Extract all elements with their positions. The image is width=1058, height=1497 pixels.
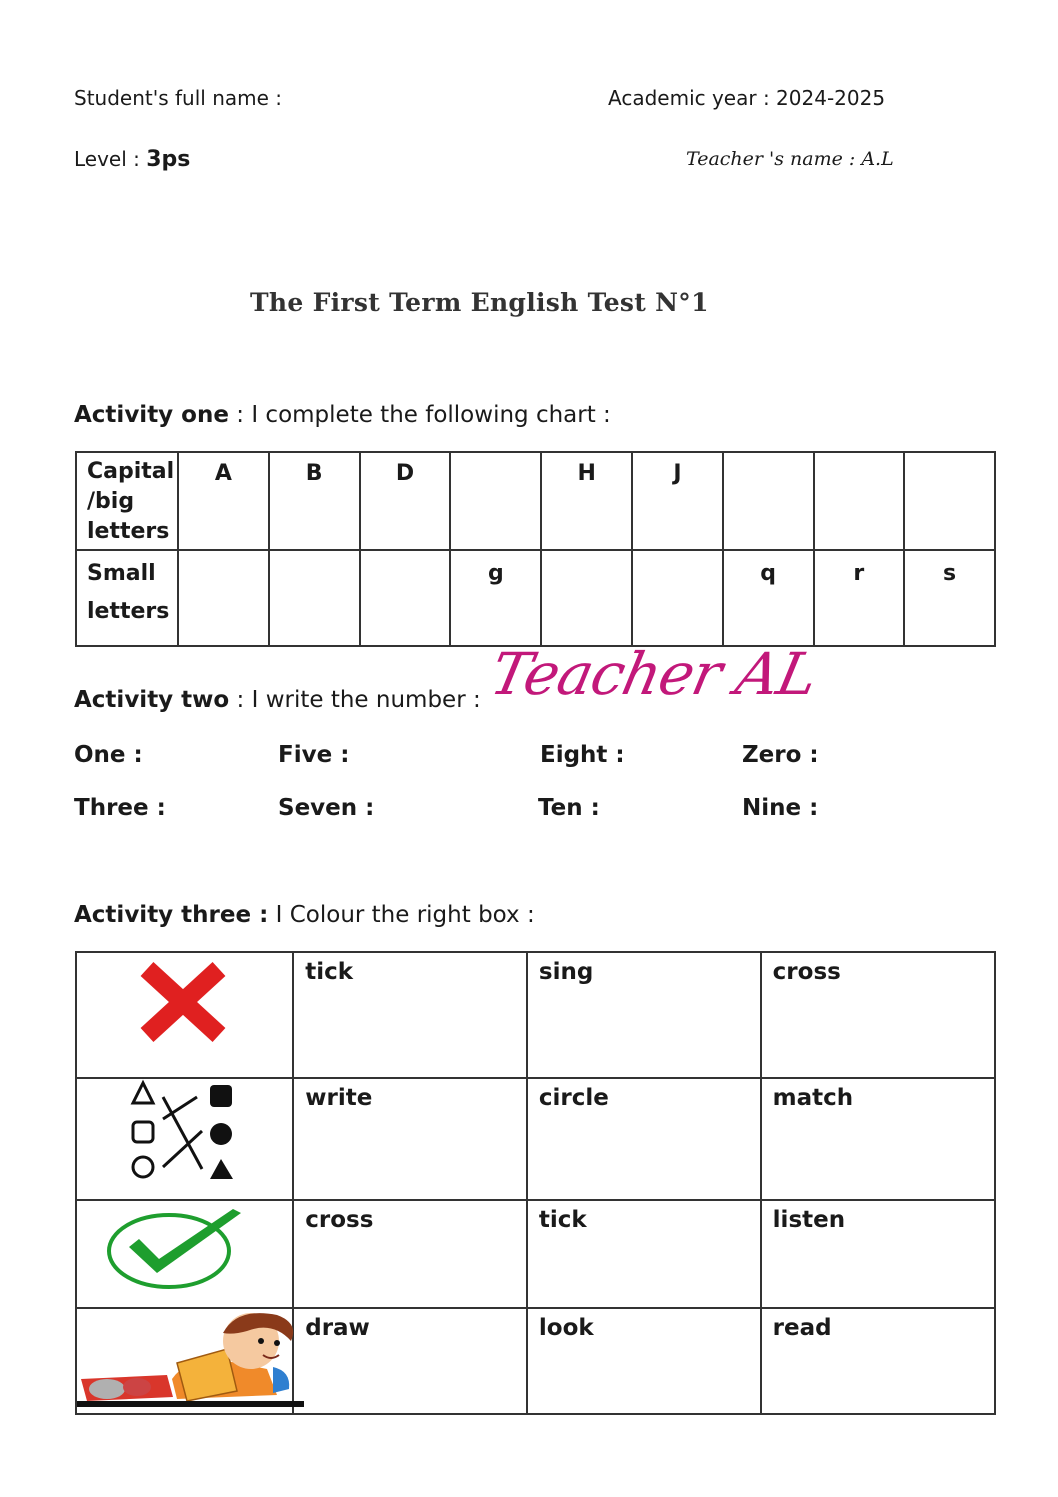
colour-box-table <box>75 951 996 1415</box>
picture-cell <box>76 1308 293 1414</box>
small-cell[interactable]: q <box>723 550 814 646</box>
level-label: Level : <box>74 147 140 171</box>
small-cell[interactable]: r <box>814 550 905 646</box>
small-cell[interactable] <box>541 550 632 646</box>
red-cross-icon <box>77 953 304 1071</box>
number-item: Five : <box>278 742 350 768</box>
green-tick-icon <box>77 1201 304 1301</box>
option-box[interactable]: read <box>761 1308 995 1414</box>
option-box[interactable]: circle <box>527 1078 761 1200</box>
letters-chart <box>75 451 996 647</box>
student-name-label: Student's full name : <box>74 86 283 110</box>
level <box>74 147 190 172</box>
capital-cell[interactable]: J <box>632 452 723 550</box>
capital-cell[interactable] <box>450 452 541 550</box>
level-value: 3ps <box>146 147 191 172</box>
option-box[interactable]: tick <box>527 1200 761 1308</box>
option-box[interactable]: listen <box>761 1200 995 1308</box>
capital-letters-header: Capital /big letters <box>76 452 178 550</box>
number-item: Seven : <box>278 795 375 821</box>
activity-one-label: Activity one <box>74 402 229 428</box>
option-box[interactable]: write <box>293 1078 527 1200</box>
option-box[interactable]: sing <box>527 952 761 1078</box>
small-letters-header: Small letters <box>76 550 178 646</box>
option-box[interactable]: draw <box>293 1308 527 1414</box>
activity-three-label: Activity three : <box>74 902 269 928</box>
boy-reading-icon <box>77 1309 304 1407</box>
table-row <box>76 1200 995 1308</box>
small-cell[interactable] <box>269 550 360 646</box>
activity-three-instruction: I Colour the right box : <box>275 902 535 928</box>
number-item: Zero : <box>742 742 819 768</box>
activity-three-heading <box>74 902 535 928</box>
capital-cell[interactable]: A <box>178 452 269 550</box>
small-cell[interactable]: g <box>450 550 541 646</box>
option-box[interactable]: look <box>527 1308 761 1414</box>
small-cell[interactable] <box>632 550 723 646</box>
matching-shapes-icon <box>77 1079 304 1193</box>
academic-year: Academic year : 2024-2025 <box>608 86 886 110</box>
small-cell[interactable] <box>178 550 269 646</box>
small-cell[interactable] <box>360 550 451 646</box>
number-item: Nine : <box>742 795 819 821</box>
teacher-name: Teacher 's name : A.L <box>686 148 894 170</box>
picture-cell <box>76 1078 293 1200</box>
capital-cell[interactable]: B <box>269 452 360 550</box>
table-row <box>76 952 995 1078</box>
capital-letters-row <box>76 452 995 550</box>
table-row <box>76 1078 995 1200</box>
capital-cell[interactable] <box>904 452 995 550</box>
table-row <box>76 1308 995 1414</box>
number-item: Three : <box>74 795 166 821</box>
small-cell[interactable]: s <box>904 550 995 646</box>
number-item: Ten : <box>538 795 600 821</box>
option-box[interactable]: match <box>761 1078 995 1200</box>
capital-cell[interactable]: H <box>541 452 632 550</box>
capital-cell[interactable] <box>814 452 905 550</box>
option-box[interactable]: cross <box>293 1200 527 1308</box>
activity-one-instruction: : I complete the following chart : <box>236 402 611 428</box>
teacher-signature: Teacher AL <box>484 640 824 708</box>
option-box[interactable]: cross <box>761 952 995 1078</box>
activity-two-label: Activity two <box>74 687 230 713</box>
picture-cell <box>76 952 293 1078</box>
picture-cell <box>76 1200 293 1308</box>
activity-one-heading <box>74 402 611 428</box>
number-item: Eight : <box>540 742 625 768</box>
capital-cell[interactable]: D <box>360 452 451 550</box>
option-box[interactable]: tick <box>293 952 527 1078</box>
capital-cell[interactable] <box>723 452 814 550</box>
page-title: The First Term English Test N°1 <box>250 288 709 317</box>
number-item: One : <box>74 742 143 768</box>
small-letters-row <box>76 550 995 646</box>
activity-two-heading <box>74 687 481 713</box>
activity-two-instruction: : I write the number : <box>236 687 481 713</box>
